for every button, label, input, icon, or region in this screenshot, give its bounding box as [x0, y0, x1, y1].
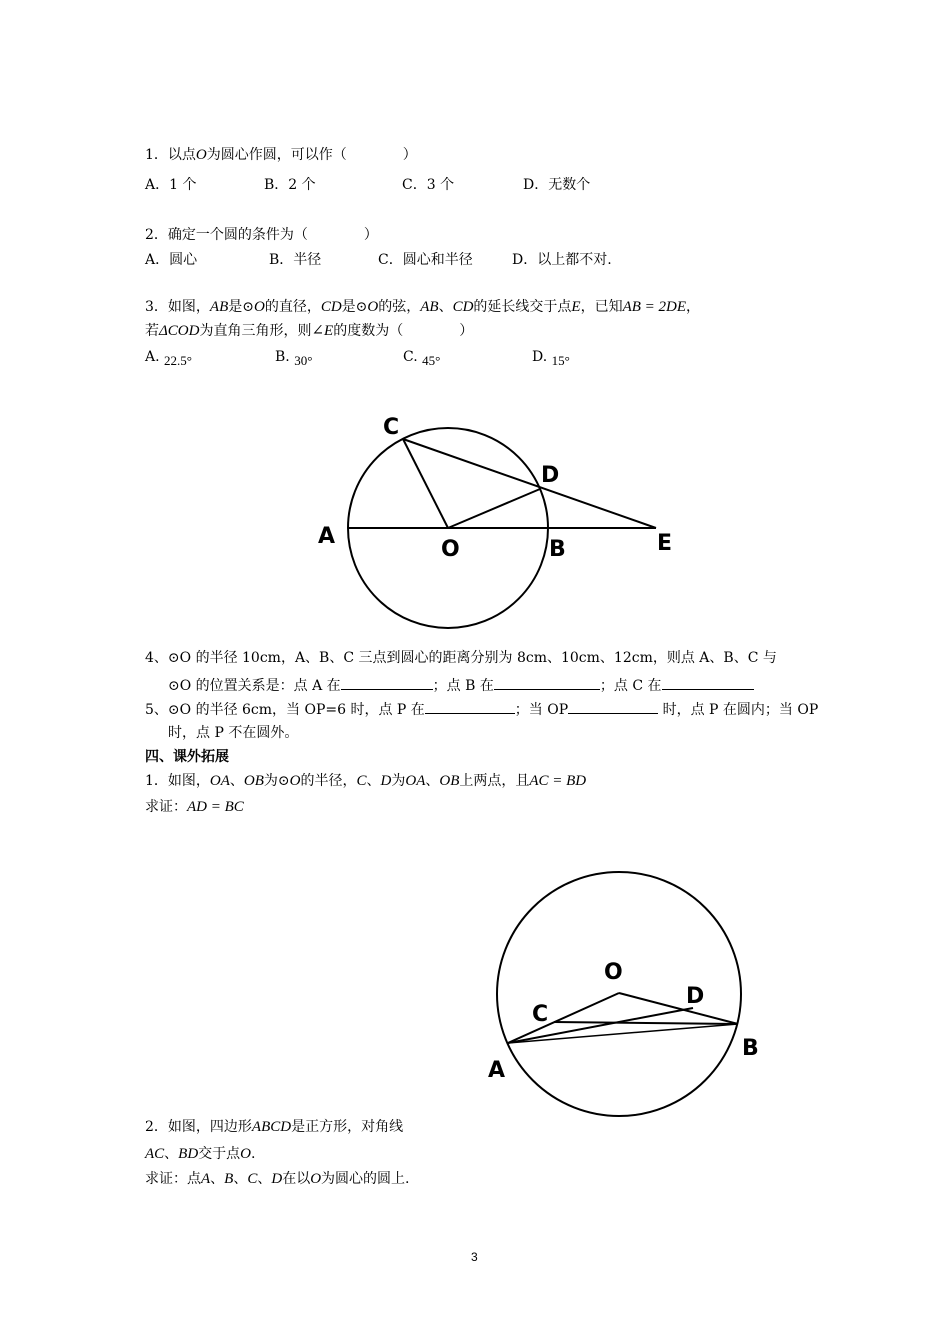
section-title: 四、课外拓展: [145, 749, 229, 765]
q3-label-c: C: [383, 415, 400, 440]
q3-t8: ，已知: [580, 299, 623, 315]
q3-option-a-letter: A.: [145, 349, 160, 365]
q2-option-d: D．以上都不对.: [512, 252, 612, 268]
s4-label-a: A: [488, 1058, 506, 1083]
s4p2-abcd: ABCD: [251, 1119, 292, 1135]
q1-option-b: B．2 个: [264, 177, 316, 193]
q3-label-b: B: [549, 537, 566, 562]
s4p1-oa: OA: [209, 773, 230, 789]
q3-eq: AB = 2DE: [622, 299, 687, 315]
q5-line2: 时，点 P 不在圆外。: [168, 725, 299, 741]
s4p1-proof-eq: AD = BC: [187, 799, 244, 815]
q3-option-c-value: 45°: [422, 353, 441, 368]
s4p1-t4: 为: [391, 773, 406, 789]
q3-l2b: 为直角三角形，则: [199, 323, 312, 339]
s4p2-c: C: [247, 1171, 258, 1187]
s4-label-c: C: [532, 1002, 549, 1027]
s4p1-oa2: OA: [405, 773, 426, 789]
s4p2-t6: 为圆心的圆上.: [321, 1171, 410, 1187]
s4p1-d: D: [380, 773, 392, 789]
s4p2-o: O: [240, 1146, 252, 1162]
q1-text-a: 1．以点: [145, 147, 196, 163]
q3-label-o: O: [441, 537, 460, 562]
q3-ab: AB: [209, 299, 229, 315]
q2-stem: 2．确定一个圆的条件为（ ）: [145, 227, 378, 243]
q5-text-b: ；当 OP: [514, 702, 569, 718]
q3-option-c-letter: C.: [403, 349, 418, 365]
s4p1-eq: AC = BD: [529, 773, 587, 789]
s4-label-d: D: [686, 984, 705, 1009]
s4p2-sep1: 、: [164, 1146, 179, 1162]
q3-triangle: ΔCOD: [159, 323, 200, 339]
q4-line1: 4、⊙O 的半径 10cm，A、B、C 三点到圆心的距离分别为 8cm、10cm、12cm，则点 A、B、C 与: [145, 650, 777, 666]
s4p2-s2: 、: [233, 1171, 248, 1187]
s4p2-t3: 交于点: [198, 1146, 241, 1162]
q1-option-c: C．3 个: [402, 177, 455, 193]
s4-label-o: O: [604, 960, 623, 985]
q3-t2: 是⊙: [228, 299, 254, 315]
q1-option-d: D．无数个: [523, 177, 591, 193]
s4p2-bd: BD: [178, 1146, 199, 1162]
q4-text-c: ；点 C 在: [599, 678, 662, 694]
q3-cd: CD: [320, 299, 342, 315]
s4p2-d: D: [271, 1171, 283, 1187]
s4-line-bc: [554, 1022, 738, 1024]
s4-p2-stem: [145, 1118, 403, 1136]
q2-option-a: A．圆心: [145, 252, 198, 268]
page-number: 3: [471, 1250, 478, 1264]
q5-text-a: 5、⊙O 的半径 6cm，当 OP=6 时，点 P 在: [145, 702, 425, 718]
q1-option-a: A．1 个: [145, 177, 197, 193]
s4p2-t5: 在以: [282, 1171, 311, 1187]
q3-option-d-letter: D.: [532, 349, 548, 365]
q3-label-a: A: [318, 524, 336, 549]
s4p1-o: O: [289, 773, 301, 789]
q3-option-b-value: 30°: [294, 353, 313, 368]
q3-t9: ，: [686, 299, 701, 315]
q3-t3: 的直径，: [264, 299, 321, 315]
s4p2-t1: 2．如图，四边形: [145, 1119, 252, 1135]
s4p1-sep1: 、: [229, 773, 244, 789]
s4p1-t5: 上两点，且: [459, 773, 530, 789]
q3-cd2: CD: [452, 299, 474, 315]
q4-text-a: ⊙O 的位置关系是：点 A 在: [168, 678, 341, 694]
s4p2-t4: .: [251, 1146, 256, 1162]
s4p2-b: B: [224, 1171, 234, 1187]
s4p1-ob2: OB: [439, 773, 460, 789]
s4p2-proof-label: 求证：点: [145, 1171, 201, 1187]
q2-option-b: B．半径: [269, 252, 322, 268]
s4p1-sep3: 、: [425, 773, 440, 789]
s4p1-ob: OB: [243, 773, 264, 789]
s4p1-t3: 的半径，: [300, 773, 357, 789]
s4p1-sep2: 、: [366, 773, 381, 789]
q3-t4: 是⊙: [341, 299, 368, 315]
q3-ab2: AB: [420, 299, 439, 315]
q3-option-d-value: 15°: [551, 353, 570, 368]
s4p1-t1: 1．如图，: [145, 773, 210, 789]
q3-l2a: 若: [145, 323, 159, 339]
q1-point-o: O: [195, 147, 207, 163]
q1-text-b: 为圆心作圆，可以作（ ）: [206, 147, 417, 163]
q3-t5: 的弦，: [378, 299, 421, 315]
s4p2-s3: 、: [257, 1171, 272, 1187]
q2-option-c: C．圆心和半径: [378, 252, 473, 268]
q3-l2c: 的度数为（ ）: [333, 323, 474, 339]
q3-label-d: D: [541, 463, 560, 488]
s4-label-b: B: [742, 1036, 759, 1061]
q3-t7: 的延长线交于点: [473, 299, 572, 315]
s4p1-proof-label: 求证：: [145, 799, 187, 815]
q3-o1: O: [253, 299, 265, 315]
q4-text-b: ；点 B 在: [432, 678, 494, 694]
q3-option-b-letter: B.: [275, 349, 290, 365]
s4p2-t2: 是正方形，对角线: [291, 1119, 404, 1135]
s4p2-s1: 、: [210, 1171, 225, 1187]
s4p1-t2: 为⊙: [263, 773, 290, 789]
q3-label-e: E: [657, 531, 673, 556]
q5-text-c: 时，点 P 在圆内；当 OP: [662, 702, 819, 718]
q3-t1: 3．如图，: [145, 299, 210, 315]
s4p2-o2: O: [310, 1171, 322, 1187]
s4-p2-stem-line2: [145, 1145, 255, 1163]
s4p2-ac: AC: [145, 1146, 165, 1162]
q3-o2: O: [367, 299, 379, 315]
s4-p2-proof: [145, 1170, 410, 1188]
q3-option-a-value: 22.5°: [164, 353, 192, 368]
q3-angle: ∠E: [311, 323, 334, 339]
q3-t6: 、: [438, 299, 453, 315]
s4p2-a: A: [201, 1171, 211, 1187]
q3-e1: E: [571, 299, 581, 315]
s4p1-c: C: [356, 773, 367, 789]
